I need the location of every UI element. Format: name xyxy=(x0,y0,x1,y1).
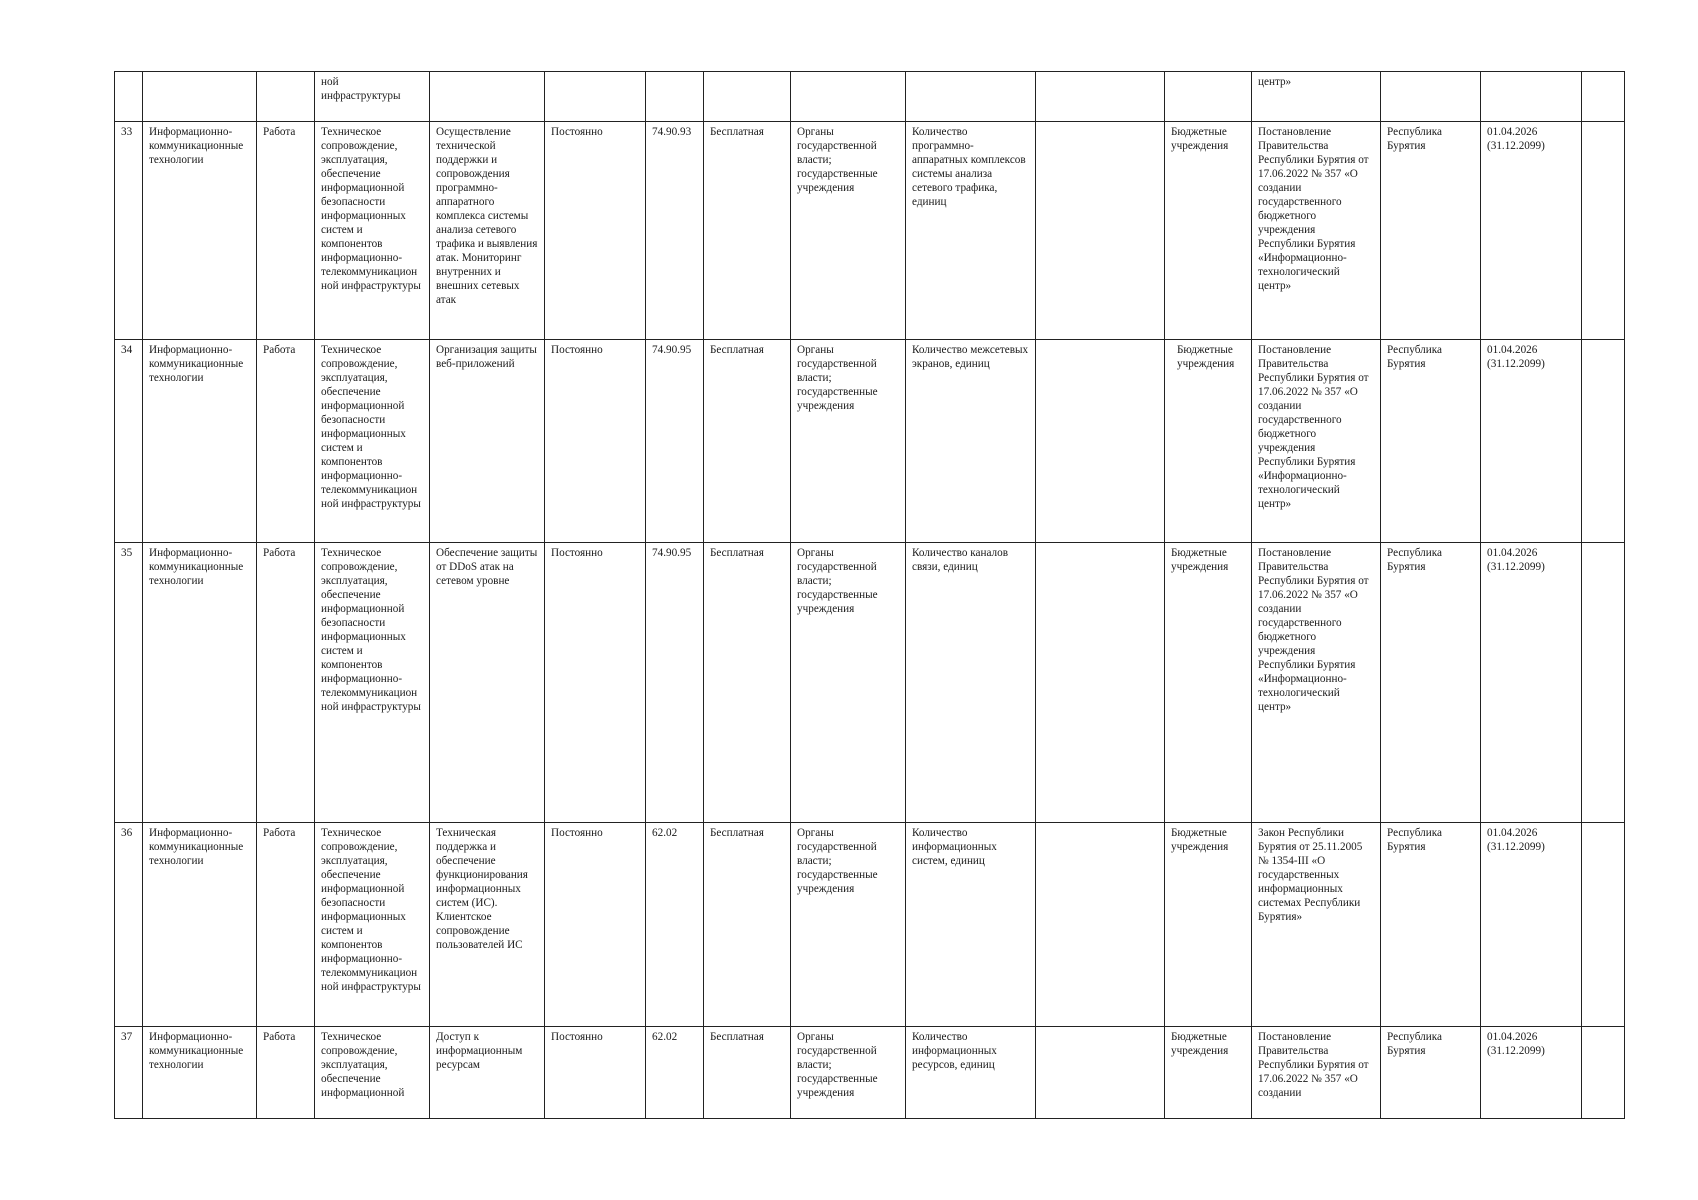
cell-term: Постоянно xyxy=(545,1027,646,1119)
cell-extra xyxy=(1036,122,1165,340)
cell-num: 35 xyxy=(115,543,143,823)
cell-num: 34 xyxy=(115,340,143,543)
table-row xyxy=(115,823,1625,1027)
cell-sphere: Информационно-коммуникационные технологии xyxy=(143,122,257,340)
cell-extra xyxy=(1036,72,1165,122)
cell-sphere: Информационно-коммуникационные технологии xyxy=(143,823,257,1027)
cell-last xyxy=(1582,1027,1625,1119)
cell-indicator: Количество межсетевых экранов, единиц xyxy=(906,340,1036,543)
cell-content: Доступ к информационным ресурсам xyxy=(430,1027,545,1119)
cell-service: Техническое сопровождение, эксплуатация, обеспечение информационной xyxy=(315,1027,430,1119)
cell-code: 62.02 xyxy=(646,823,704,1027)
cell-last xyxy=(1582,823,1625,1027)
cell-term: Постоянно xyxy=(545,543,646,823)
cell-service: Техническое сопровождение, эксплуатация, обеспечение информационной безопасности информационных систем и компонентов информационно-телекоммуникационной инфраструктуры xyxy=(315,543,430,823)
cell-content: Обеспечение защиты от DDoS атак на сетевом уровне xyxy=(430,543,545,823)
cell-code: 62.02 xyxy=(646,1027,704,1119)
cell-indicator: Количество программно-аппаратных комплексов системы анализа сетевого трафика, единиц xyxy=(906,122,1036,340)
cell-indicator: Количество каналов связи, единиц xyxy=(906,543,1036,823)
cell-institution-type: Бюджетные учреждения xyxy=(1165,340,1252,543)
cell-dates: 01.04.2026 (31.12.2099) xyxy=(1481,122,1582,340)
cell-num: 37 xyxy=(115,1027,143,1119)
cell-sphere: Информационно-коммуникационные технологии xyxy=(143,1027,257,1119)
cell-type: Работа xyxy=(257,543,315,823)
cell-last xyxy=(1582,340,1625,543)
cell-term xyxy=(545,72,646,122)
cell-payment: Бесплатная xyxy=(704,1027,791,1119)
cell-code: 74.90.95 xyxy=(646,543,704,823)
cell-sphere: Информационно-коммуникационные технологии xyxy=(143,543,257,823)
cell-content: Осуществление технической поддержки и сопровождения программно-аппаратного комплекса системы анализа сетевого трафика и выявления атак. Мониторинг внутренних и внешних сетевых атак xyxy=(430,122,545,340)
cell-dates: 01.04.2026 (31.12.2099) xyxy=(1481,823,1582,1027)
cell-num xyxy=(115,72,143,122)
cell-term: Постоянно xyxy=(545,823,646,1027)
cell-service: ной инфраструктуры xyxy=(315,72,430,122)
cell-code: 74.90.95 xyxy=(646,340,704,543)
cell-legal-basis: Постановление Правительства Республики Бурятия от 17.06.2022 № 357 «О создании государственного бюджетного учреждения Республики Бурятия «Информационно-технологический центр» xyxy=(1252,122,1381,340)
cell-institution-type xyxy=(1165,72,1252,122)
services-table xyxy=(114,71,1625,1119)
cell-payment xyxy=(704,72,791,122)
cell-extra xyxy=(1036,1027,1165,1119)
cell-dates: 01.04.2026 (31.12.2099) xyxy=(1481,543,1582,823)
cell-payment: Бесплатная xyxy=(704,122,791,340)
cell-num: 33 xyxy=(115,122,143,340)
table-row xyxy=(115,122,1625,340)
cell-last xyxy=(1582,122,1625,340)
cell-payment: Бесплатная xyxy=(704,823,791,1027)
cell-region: Республика Бурятия xyxy=(1381,340,1481,543)
continued-row xyxy=(115,72,1625,122)
cell-legal-basis: Постановление Правительства Республики Бурятия от 17.06.2022 № 357 «О создании государственного бюджетного учреждения Республики Бурятия «Информационно-технологический центр» xyxy=(1252,340,1381,543)
cell-term: Постоянно xyxy=(545,340,646,543)
cell-payment: Бесплатная xyxy=(704,340,791,543)
cell-dates: 01.04.2026 (31.12.2099) xyxy=(1481,340,1582,543)
cell-region: Республика Бурятия xyxy=(1381,823,1481,1027)
cell-institution-type: Бюджетные учреждения xyxy=(1165,122,1252,340)
cell-region: Республика Бурятия xyxy=(1381,1027,1481,1119)
cell-consumers: Органы государственной власти; государственные учреждения xyxy=(791,823,906,1027)
cell-extra xyxy=(1036,823,1165,1027)
cell-code xyxy=(646,72,704,122)
cell-type: Работа xyxy=(257,823,315,1027)
cell-institution-type: Бюджетные учреждения xyxy=(1165,543,1252,823)
cell-consumers: Органы государственной власти; государственные учреждения xyxy=(791,1027,906,1119)
cell-institution-type: Бюджетные учреждения xyxy=(1165,1027,1252,1119)
table-row xyxy=(115,340,1625,543)
cell-region xyxy=(1381,72,1481,122)
cell-last xyxy=(1582,72,1625,122)
cell-indicator xyxy=(906,72,1036,122)
cell-institution-type: Бюджетные учреждения xyxy=(1165,823,1252,1027)
cell-legal-basis: Постановление Правительства Республики Бурятия от 17.06.2022 № 357 «О создании xyxy=(1252,1027,1381,1119)
cell-type: Работа xyxy=(257,122,315,340)
cell-legal-basis: центр» xyxy=(1252,72,1381,122)
cell-sphere: Информационно-коммуникационные технологии xyxy=(143,340,257,543)
cell-indicator: Количество информационных систем, единиц xyxy=(906,823,1036,1027)
cell-legal-basis: Закон Республики Бурятия от 25.11.2005 № 1354-III «О государственных информационных системах Республики Бурятия» xyxy=(1252,823,1381,1027)
cell-content xyxy=(430,72,545,122)
cell-extra xyxy=(1036,340,1165,543)
cell-consumers xyxy=(791,72,906,122)
cell-code: 74.90.93 xyxy=(646,122,704,340)
cell-indicator: Количество информационных ресурсов, единиц xyxy=(906,1027,1036,1119)
cell-dates: 01.04.2026 (31.12.2099) xyxy=(1481,1027,1582,1119)
cell-type: Работа xyxy=(257,340,315,543)
cell-dates xyxy=(1481,72,1582,122)
cell-consumers: Органы государственной власти; государственные учреждения xyxy=(791,340,906,543)
cell-num: 36 xyxy=(115,823,143,1027)
cell-content: Техническая поддержка и обеспечение функционирования информационных систем (ИС). Клиентское сопровождение пользователей ИС xyxy=(430,823,545,1027)
cell-extra xyxy=(1036,543,1165,823)
cell-service: Техническое сопровождение, эксплуатация, обеспечение информационной безопасности информационных систем и компонентов информационно-телекоммуникационной инфраструктуры xyxy=(315,340,430,543)
cell-consumers: Органы государственной власти; государственные учреждения xyxy=(791,122,906,340)
cell-sphere xyxy=(143,72,257,122)
cell-service: Техническое сопровождение, эксплуатация, обеспечение информационной безопасности информационных систем и компонентов информационно-телекоммуникационной инфраструктуры xyxy=(315,122,430,340)
cell-legal-basis: Постановление Правительства Республики Бурятия от 17.06.2022 № 357 «О создании государственного бюджетного учреждения Республики Бурятия «Информационно-технологический центр» xyxy=(1252,543,1381,823)
table-row xyxy=(115,1027,1625,1119)
cell-region: Республика Бурятия xyxy=(1381,122,1481,340)
cell-last xyxy=(1582,543,1625,823)
table-row xyxy=(115,543,1625,823)
cell-type xyxy=(257,72,315,122)
cell-type: Работа xyxy=(257,1027,315,1119)
cell-content: Организация защиты веб-приложений xyxy=(430,340,545,543)
cell-consumers: Органы государственной власти; государственные учреждения xyxy=(791,543,906,823)
cell-region: Республика Бурятия xyxy=(1381,543,1481,823)
cell-term: Постоянно xyxy=(545,122,646,340)
cell-service: Техническое сопровождение, эксплуатация, обеспечение информационной безопасности информационных систем и компонентов информационно-телекоммуникационной инфраструктуры xyxy=(315,823,430,1027)
cell-payment: Бесплатная xyxy=(704,543,791,823)
